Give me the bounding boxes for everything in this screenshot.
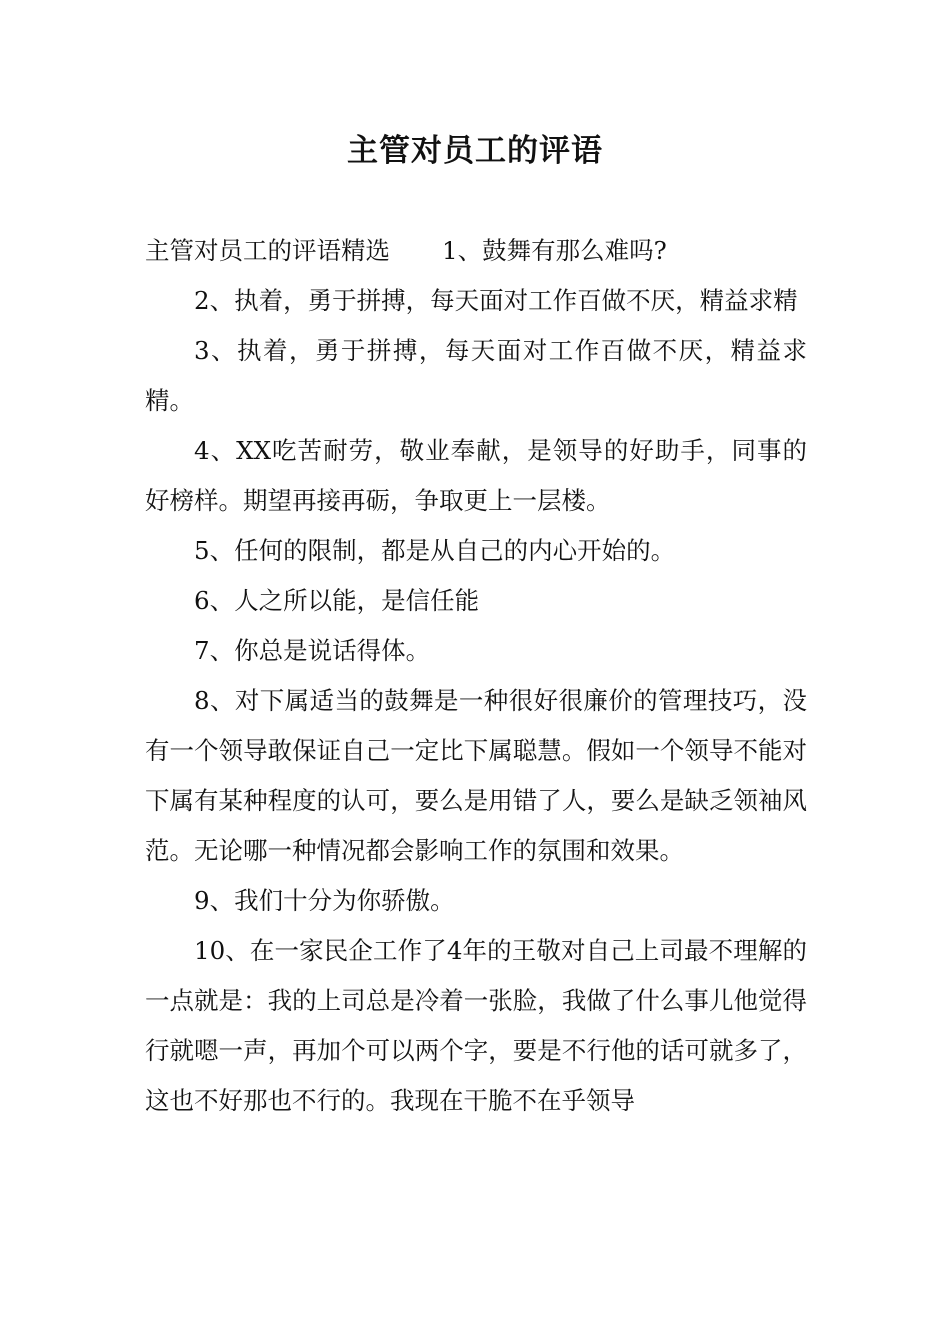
paragraph-7: 7、你总是说话得体。	[194, 636, 431, 665]
paragraph-9: 9、我们十分为你骄傲。	[194, 886, 455, 915]
paragraph-10: 10、在一家民企工作了4年的王敬对自己上司最不理解的一点就是：我的上司总是冷着一张脸，我做了什么事儿他觉得行就嗯一声，再加个可以两个字，要是不行他的话可就多了，这也不好那也不行的。我现在干脆不在乎领导	[145, 936, 807, 1115]
paragraph-2: 2、执着，勇于拼搏，每天面对工作百做不厌，精益求精	[194, 286, 798, 315]
paragraph-5: 5、任何的限制，都是从自己的内心开始的。	[194, 536, 676, 565]
paragraph-6: 6、人之所以能，是信任能	[194, 586, 480, 615]
document-body	[145, 226, 807, 1126]
intro-paragraph	[145, 226, 807, 276]
intro-label: 主管对员工的评语精选	[145, 236, 390, 265]
paragraph-4: 4、XX吃苦耐劳，敬业奉献，是领导的好助手，同事的好榜样。期望再接再砺，争取更上一层楼。	[145, 436, 807, 515]
document-title: 主管对员工的评语	[347, 133, 603, 169]
paragraph-8: 8、对下属适当的鼓舞是一种很好很廉价的管理技巧，没有一个领导敢保证自己一定比下属聪慧。假如一个领导不能对下属有某种程度的认可，要么是用错了人，要么是缺乏领袖风范。无论哪一种情况都会影响工作的氛围和效果。	[145, 686, 807, 865]
paragraph-3: 3、执着，勇于拼搏，每天面对工作百做不厌，精益求精。	[145, 336, 807, 415]
intro-item: 1、鼓舞有那么难吗?	[442, 236, 667, 265]
